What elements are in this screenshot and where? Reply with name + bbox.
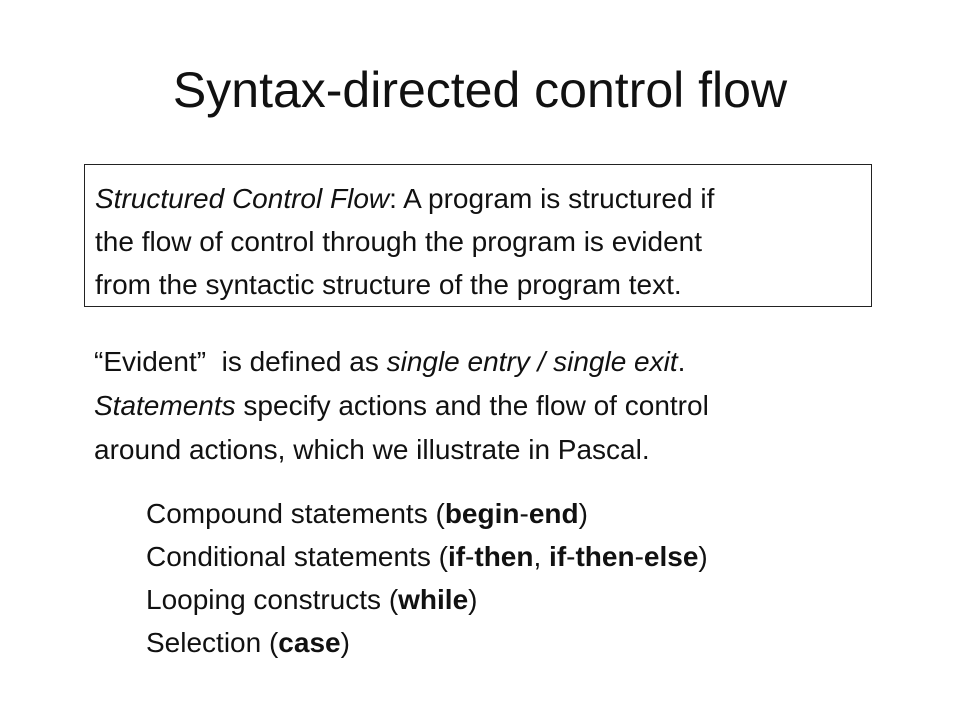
definition-box bbox=[84, 164, 872, 307]
paragraph-line-2 bbox=[94, 384, 874, 428]
paragraph-line-3-text: around actions, which we illustrate in Pascal. bbox=[94, 434, 650, 465]
list-item-text: Conditional statements ( bbox=[146, 541, 448, 572]
keyword-then: then bbox=[575, 541, 635, 572]
keyword-then: then bbox=[474, 541, 534, 572]
definition-line-3-text: from the syntactic structure of the program text. bbox=[95, 269, 682, 300]
list-item-looping bbox=[146, 578, 886, 621]
explanation-paragraph bbox=[94, 340, 874, 472]
list-item-close: ) bbox=[578, 498, 588, 529]
list-item-close: ) bbox=[340, 627, 350, 658]
slide-title: Syntax-directed control flow bbox=[172, 62, 788, 118]
list-item-comma: , bbox=[533, 541, 550, 572]
definition-line-2 bbox=[95, 220, 861, 263]
list-item-text: Selection ( bbox=[146, 627, 279, 658]
keyword-begin: begin bbox=[444, 498, 520, 529]
definition-line-1-text: A program is structured if bbox=[396, 183, 715, 214]
keyword-separator: - bbox=[519, 498, 529, 529]
paragraph-line-1-post: . bbox=[677, 346, 686, 377]
keyword-separator: - bbox=[634, 541, 644, 572]
paragraph-line-1-pre: “Evident” is defined as bbox=[94, 346, 387, 377]
statement-types-list bbox=[146, 492, 886, 664]
list-item-selection bbox=[146, 621, 886, 664]
definition-line-1 bbox=[95, 177, 861, 220]
single-entry-exit-text: single entry / single exit bbox=[386, 346, 678, 377]
keyword-case: case bbox=[278, 627, 341, 658]
definition-line-2-text: the flow of control through the program is evident bbox=[95, 226, 703, 257]
definition-line-3 bbox=[95, 263, 861, 306]
list-item-close: ) bbox=[468, 584, 478, 615]
keyword-separator: - bbox=[566, 541, 576, 572]
list-item-text: Compound statements ( bbox=[146, 498, 445, 529]
keyword-end: end bbox=[528, 498, 579, 529]
list-item-conditional bbox=[146, 535, 886, 578]
paragraph-line-3 bbox=[94, 428, 874, 472]
keyword-if: if bbox=[549, 541, 567, 572]
keyword-while: while bbox=[398, 584, 469, 615]
list-item-close: ) bbox=[698, 541, 708, 572]
list-item-compound bbox=[146, 492, 886, 535]
paragraph-line-1 bbox=[94, 340, 874, 384]
keyword-else: else bbox=[643, 541, 699, 572]
list-item-text: Looping constructs ( bbox=[146, 584, 399, 615]
definition-colon: : bbox=[389, 183, 397, 214]
statements-term: Statements bbox=[94, 390, 236, 421]
definition-term: Structured Control Flow bbox=[95, 183, 390, 214]
paragraph-line-2-post: specify actions and the flow of control bbox=[235, 390, 709, 421]
keyword-if: if bbox=[447, 541, 466, 572]
keyword-separator: - bbox=[465, 541, 475, 572]
